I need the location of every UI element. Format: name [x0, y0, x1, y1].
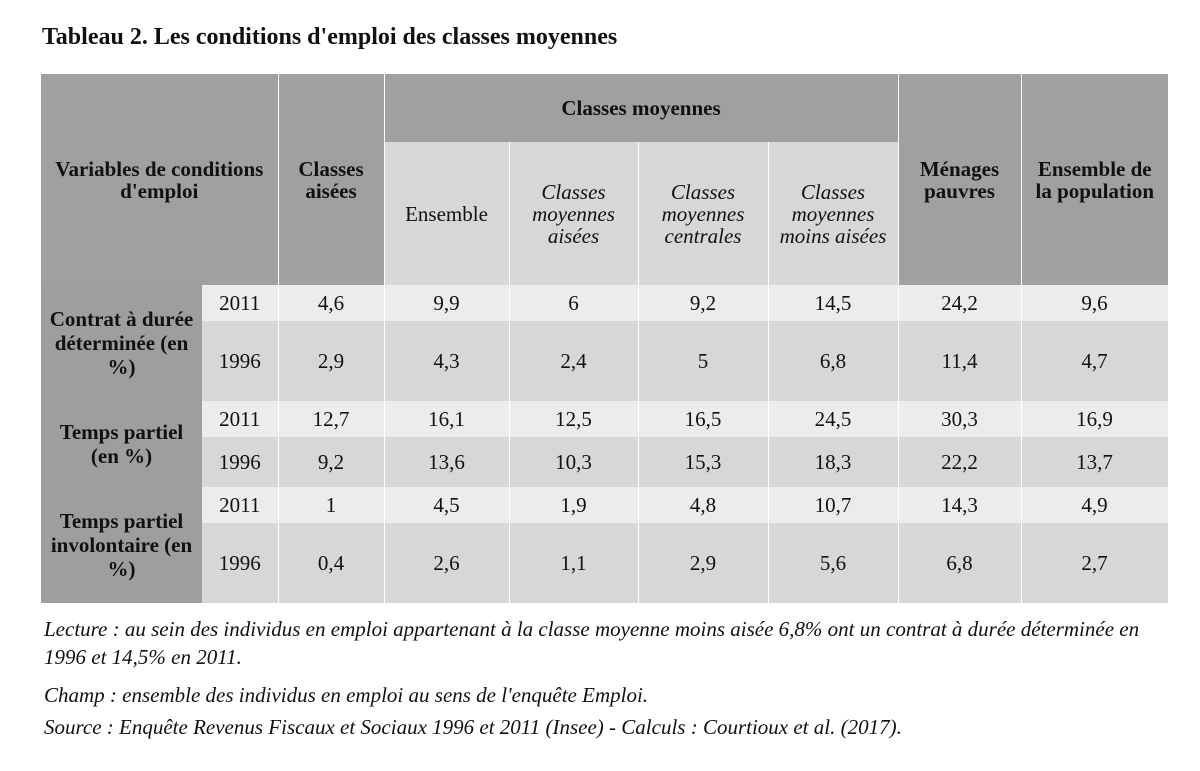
year-cell: 1996 [202, 321, 278, 401]
year-cell: 2011 [202, 285, 278, 321]
value-cell: 4,5 [384, 487, 509, 523]
value-cell: 2,7 [1021, 523, 1168, 603]
value-cell: 2,9 [638, 523, 768, 603]
row-variable-label: Contrat à durée déterminée (en %) [41, 285, 202, 401]
value-cell: 9,2 [638, 285, 768, 321]
value-cell: 14,5 [768, 285, 898, 321]
header-cm-aisees: Classes moyennes aisées [509, 142, 638, 285]
value-cell: 11,4 [898, 321, 1021, 401]
table-row [41, 285, 1168, 321]
year-cell: 1996 [202, 523, 278, 603]
table-row [41, 401, 1168, 437]
employment-conditions-table [41, 74, 1169, 603]
value-cell: 2,9 [278, 321, 384, 401]
value-cell: 13,6 [384, 437, 509, 487]
value-cell: 4,3 [384, 321, 509, 401]
value-cell: 24,5 [768, 401, 898, 437]
value-cell: 6 [509, 285, 638, 321]
value-cell: 9,6 [1021, 285, 1168, 321]
note-lecture: Lecture : au sein des individus en emploi appartenant à la classe moyenne moins aisée 6,8% ont un contrat à durée déterminée en 1996 et 14,5% en 2011. [44, 617, 1140, 669]
table-row [41, 523, 1168, 603]
value-cell: 22,2 [898, 437, 1021, 487]
value-cell: 0,4 [278, 523, 384, 603]
table-row [41, 437, 1168, 487]
year-cell: 1996 [202, 437, 278, 487]
value-cell: 16,1 [384, 401, 509, 437]
value-cell: 30,3 [898, 401, 1021, 437]
header-variables: Variables de conditions d'emploi [41, 74, 278, 285]
value-cell: 5,6 [768, 523, 898, 603]
value-cell: 1,9 [509, 487, 638, 523]
value-cell: 14,3 [898, 487, 1021, 523]
year-cell: 2011 [202, 401, 278, 437]
value-cell: 2,6 [384, 523, 509, 603]
value-cell: 18,3 [768, 437, 898, 487]
header-ensemble-population: Ensemble de la population [1021, 74, 1168, 285]
value-cell: 24,2 [898, 285, 1021, 321]
row-variable-label: Temps partiel involontaire (en %) [41, 487, 202, 603]
value-cell: 1 [278, 487, 384, 523]
table-title: Tableau 2. Les conditions d'emploi des classes moyennes [42, 24, 618, 50]
note-source: Source : Enquête Revenus Fiscaux et Sociaux 1996 et 2011 (Insee) - Calculs : Courtioux et al. (2017). [44, 715, 902, 739]
note-champ: Champ : ensemble des individus en emploi au sens de l'enquête Emploi. [44, 683, 649, 707]
table-row [41, 321, 1168, 401]
value-cell: 9,2 [278, 437, 384, 487]
value-cell: 16,9 [1021, 401, 1168, 437]
value-cell: 13,7 [1021, 437, 1168, 487]
value-cell: 4,8 [638, 487, 768, 523]
value-cell: 12,7 [278, 401, 384, 437]
value-cell: 12,5 [509, 401, 638, 437]
value-cell: 1,1 [509, 523, 638, 603]
value-cell: 4,7 [1021, 321, 1168, 401]
value-cell: 4,9 [1021, 487, 1168, 523]
value-cell: 5 [638, 321, 768, 401]
table-row [41, 487, 1168, 523]
value-cell: 2,4 [509, 321, 638, 401]
value-cell: 9,9 [384, 285, 509, 321]
header-classes-moyennes: Classes moyennes [384, 74, 898, 142]
value-cell: 10,7 [768, 487, 898, 523]
table-notes [44, 615, 1164, 751]
value-cell: 6,8 [898, 523, 1021, 603]
header-cm-centrales: Classes moyennes centrales [638, 142, 768, 285]
header-classes-aisees: Classes aisées [278, 74, 384, 285]
value-cell: 16,5 [638, 401, 768, 437]
header-ensemble: Ensemble [384, 142, 509, 285]
value-cell: 4,6 [278, 285, 384, 321]
row-variable-label: Temps partiel (en %) [41, 401, 202, 487]
header-cm-moins-aisees: Classes moyennes moins aisées [768, 142, 898, 285]
header-menages-pauvres: Ménages pauvres [898, 74, 1021, 285]
value-cell: 10,3 [509, 437, 638, 487]
value-cell: 6,8 [768, 321, 898, 401]
year-cell: 2011 [202, 487, 278, 523]
value-cell: 15,3 [638, 437, 768, 487]
